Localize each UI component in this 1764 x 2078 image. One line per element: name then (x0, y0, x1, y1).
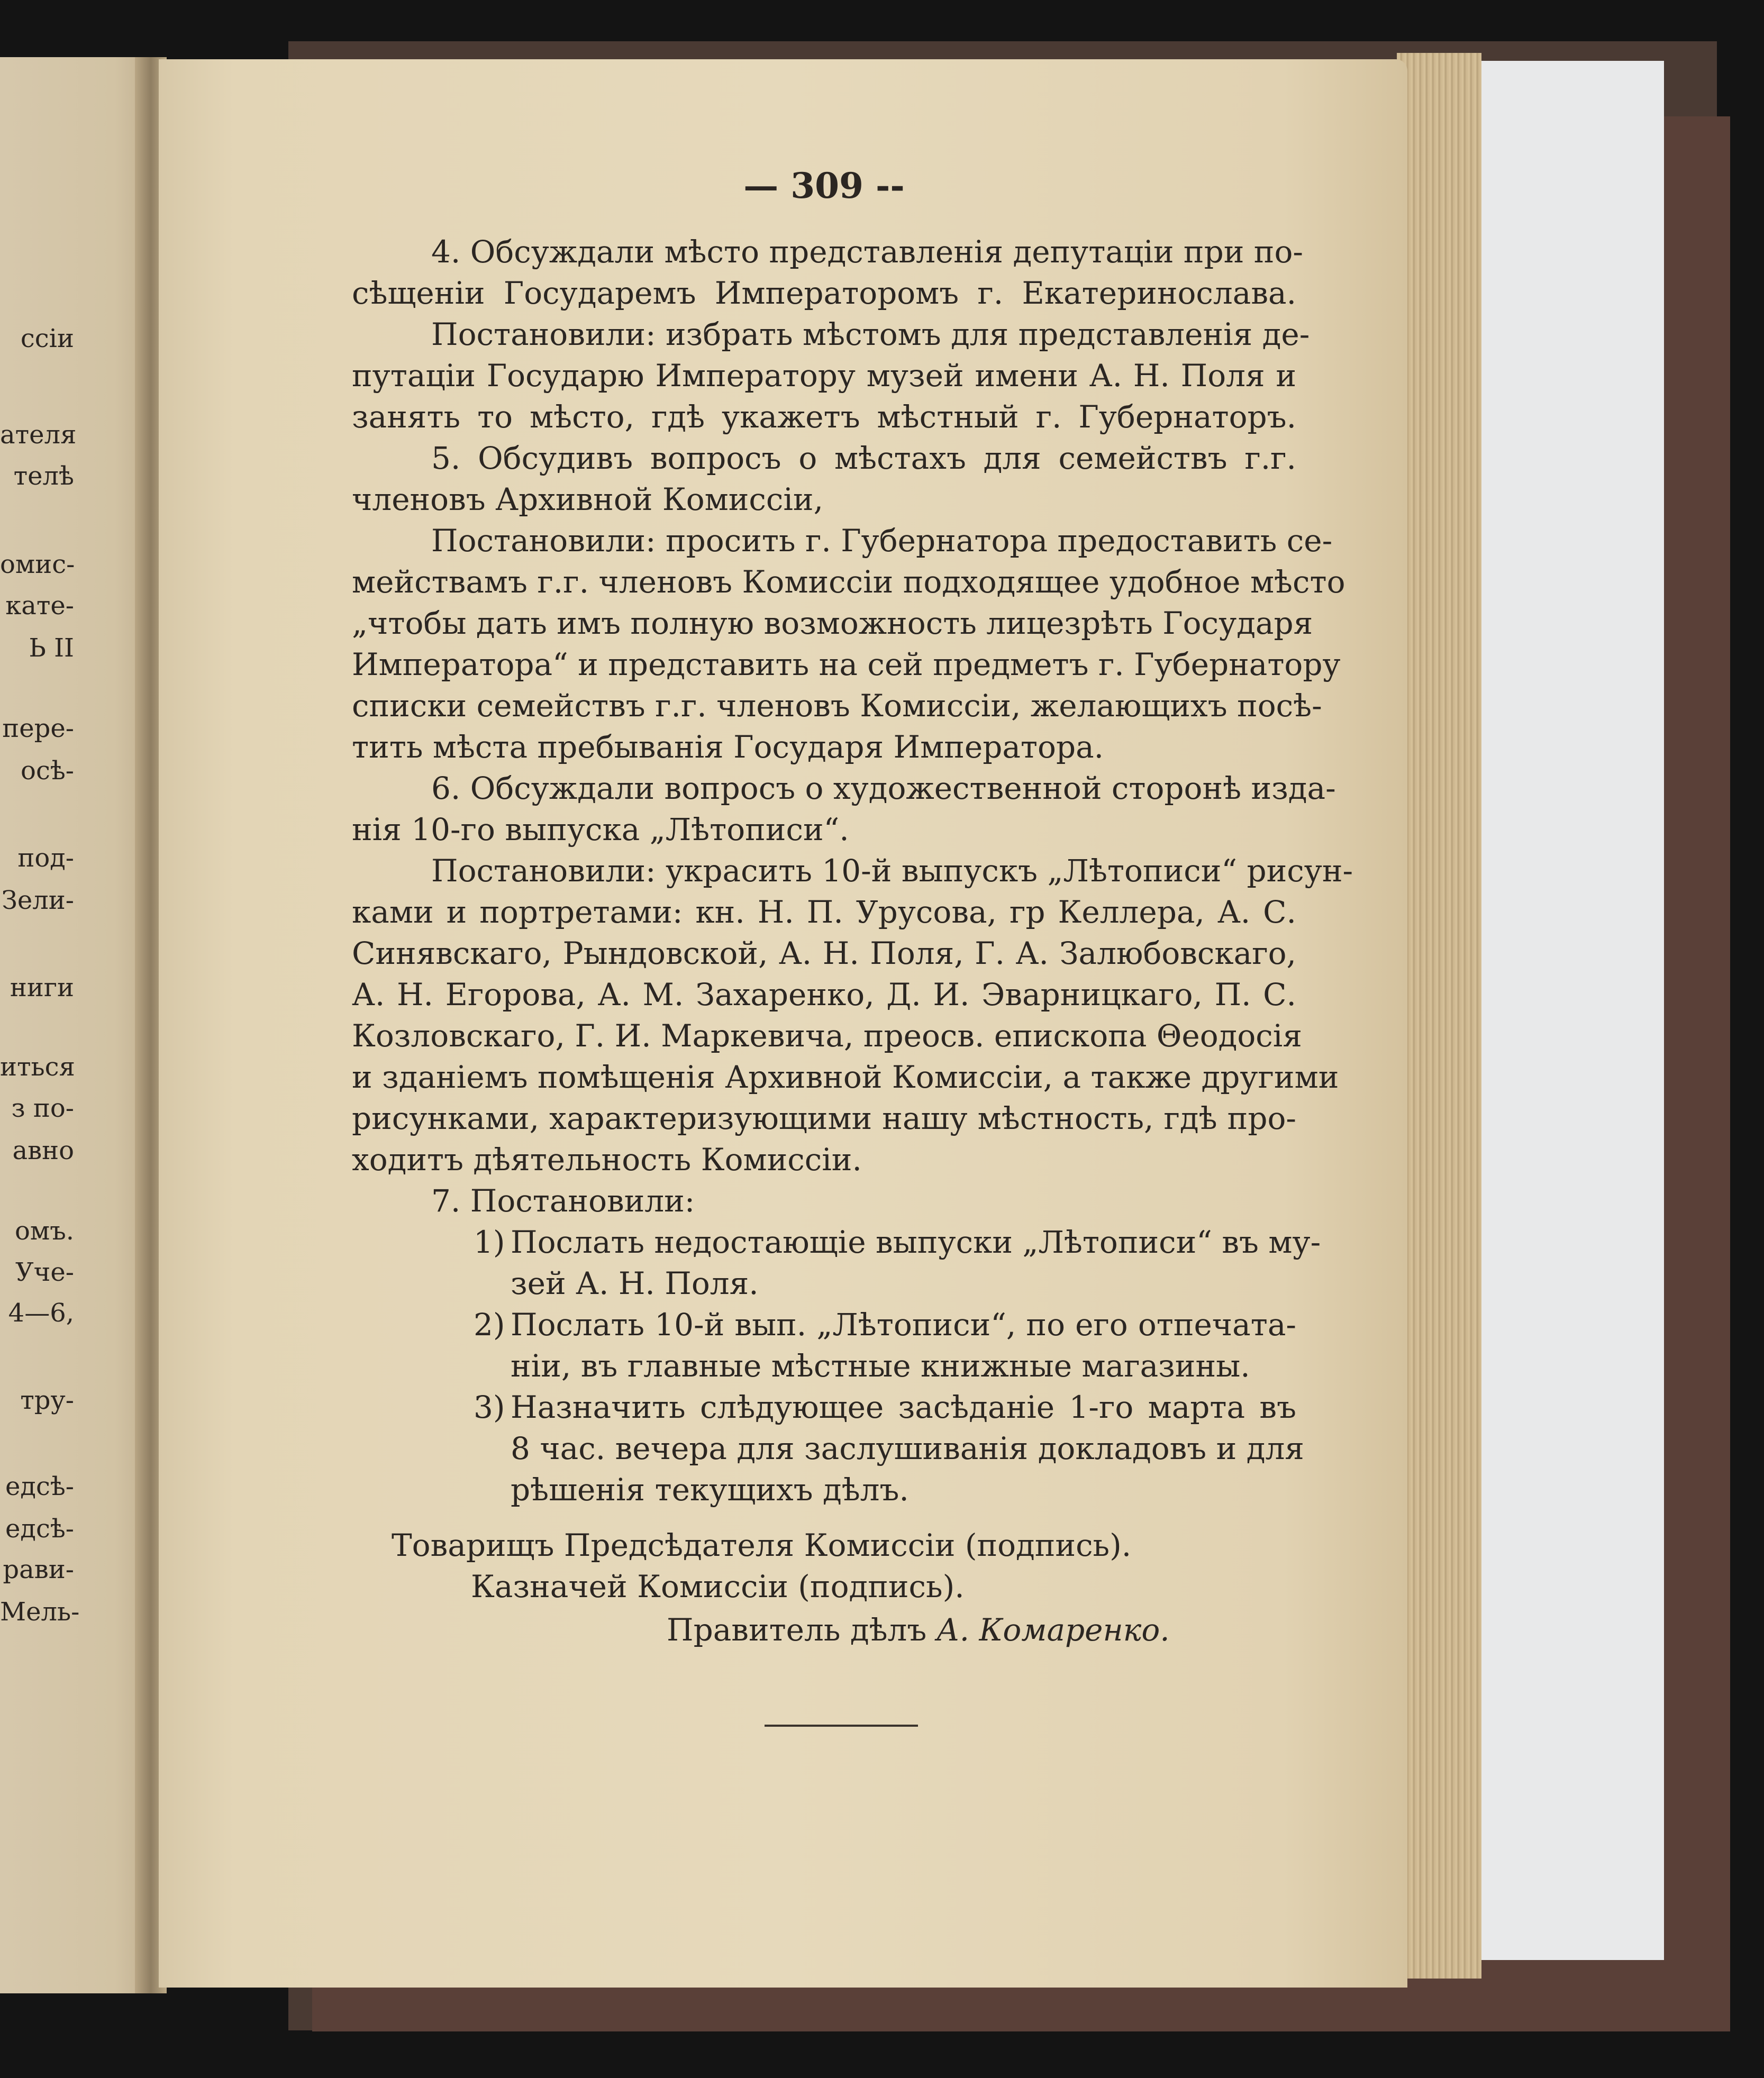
page-edges (1397, 53, 1481, 1979)
text-line: и зданіемъ помѣщенія Архивной Комиссіи, а также другими (352, 1059, 1339, 1095)
text-line: А. Н. Егорова, А. М. Захаренко, Д. И. Эварницкаго, П. С. (352, 977, 1296, 1013)
left-fragment: ссіи (20, 324, 74, 353)
right-page (159, 59, 1407, 1988)
text-line: Синявскаго, Рындовской, А. Н. Поля, Г. А. Залюбовскаго, (352, 935, 1296, 971)
text-line: ходитъ дѣятельность Комиссіи. (352, 1142, 862, 1178)
list-item-line: рѣшенія текущихъ дѣлъ. (511, 1472, 909, 1508)
left-fragment: з по- (11, 1093, 74, 1123)
left-fragment: ателя (0, 420, 77, 450)
signature-secretary (667, 1609, 1170, 1651)
text-line: мействамъ г.г. членовъ Комиссіи подходящее удобное мѣсто (352, 564, 1345, 600)
text-line: тить мѣста пребыванія Государя Императора. (352, 729, 1104, 765)
text-line: 5. Обсудивъ вопросъ о мѣстахъ для семействъ г.г. (431, 440, 1296, 476)
left-fragment: телѣ (13, 461, 74, 491)
left-fragment: рави- (3, 1555, 74, 1584)
left-fragment: Мель- (0, 1597, 80, 1627)
secretary-name: А. Комаренко. (936, 1612, 1170, 1648)
text-line: 4. Обсуждали мѣсто представленія депутаціи при по- (431, 234, 1303, 270)
list-item-line: зей А. Н. Поля. (511, 1265, 759, 1301)
text-line: членовъ Архивной Комиссіи, (352, 481, 824, 517)
text-line: Постановили: просить г. Губернатора предоставить се- (431, 523, 1333, 559)
text-line: Императора“ и представить на сей предметъ г. Губернатору (352, 646, 1341, 682)
left-fragment: 4—6, (8, 1298, 74, 1328)
left-fragment: Зели- (1, 886, 74, 915)
text-line: нія 10-го выпуска „Лѣтописи“. (352, 812, 849, 847)
text-line: рисунками, характеризующими нашу мѣстность, гдѣ про- (352, 1100, 1296, 1136)
text-line: Постановили: украсить 10-й выпускъ „Лѣтописи“ рисун- (431, 853, 1353, 889)
list-item-number: 1) (474, 1224, 505, 1260)
left-fragment: иться (0, 1052, 75, 1082)
left-fragment: омъ. (14, 1216, 74, 1246)
text-line: путаціи Государю Императору музей имени А. Н. Поля и (352, 358, 1296, 394)
left-fragment: Уче- (15, 1257, 74, 1287)
text-line: 6. Обсуждали вопросъ о художественной сторонѣ изда- (431, 770, 1336, 806)
left-fragment: кате- (5, 591, 74, 621)
left-fragment: едсѣ- (5, 1472, 74, 1501)
left-fragment: пере- (2, 714, 74, 743)
text-line: ками и портретами: кн. Н. П. Урусова, гр Келлера, А. С. (352, 894, 1296, 930)
list-item-line: 8 час. вечера для заслушиванія докладовъ и для (511, 1430, 1304, 1466)
left-fragment: осѣ- (21, 756, 74, 786)
signature-deputy-chairman: Товарищъ Предсѣдателя Комиссіи (подпись). (392, 1527, 1132, 1563)
list-item-line: Послать 10-й вып. „Лѣтописи“, по его отпечата- (511, 1307, 1296, 1343)
left-fragment: авно (12, 1136, 74, 1165)
text-line: списки семействъ г.г. членовъ Комиссіи, желающихъ посѣ- (352, 688, 1322, 724)
list-item-line: Послать недостающіе выпуски „Лѣтописи“ въ му- (511, 1224, 1321, 1260)
text-line: Козловскаго, Г. И. Маркевича, преосв. епископа Θеодосія (352, 1018, 1302, 1054)
list-item-line: ніи, въ главные мѣстные книжные магазины. (511, 1348, 1250, 1384)
text-line: сѣщеніи Государемъ Императоромъ г. Екатеринослава. (352, 275, 1296, 311)
left-fragment: тру- (20, 1386, 74, 1415)
text-line: занять то мѣсто, гдѣ укажетъ мѣстный г. Губернаторъ. (352, 399, 1296, 435)
left-fragment: ниги (10, 973, 74, 1002)
signature-treasurer: Казначей Комиссіи (подпись). (471, 1569, 965, 1605)
secretary-title: Правитель дѣлъ (667, 1612, 927, 1648)
page-number: — 309 -- (743, 165, 905, 206)
text-line: „чтобы дать имъ полную возможность лицезрѣть Государя (352, 605, 1313, 641)
list-item-number: 3) (474, 1389, 505, 1425)
text-line: Постановили: избрать мѣстомъ для представленія де- (431, 316, 1310, 352)
left-fragment: едсѣ- (5, 1514, 74, 1544)
list-item-line: Назначить слѣдующее засѣданіе 1-го марта въ (511, 1389, 1296, 1425)
left-fragment: омис- (0, 550, 75, 579)
text-line: 7. Постановили: (431, 1183, 695, 1219)
left-fragment: Ь II (29, 633, 74, 663)
list-item-number: 2) (474, 1307, 505, 1343)
closing-rule (765, 1725, 918, 1727)
left-fragment: под- (17, 843, 74, 873)
